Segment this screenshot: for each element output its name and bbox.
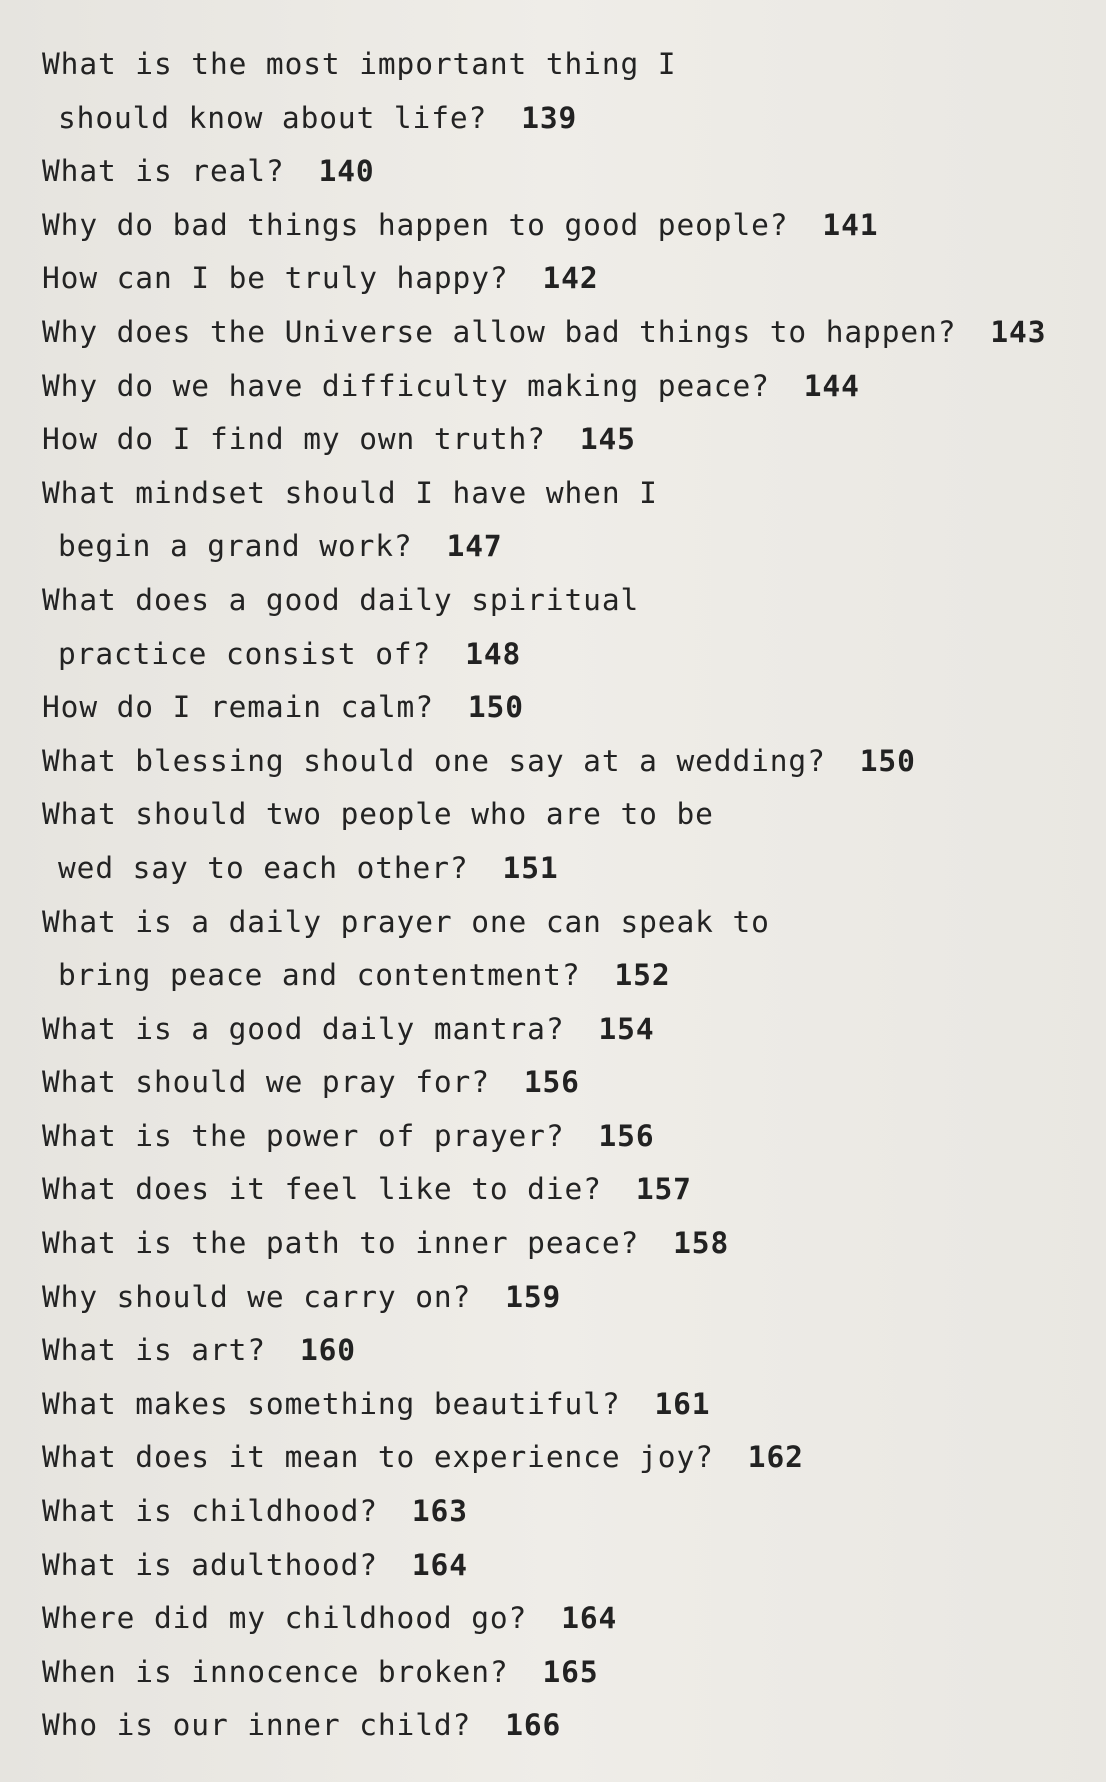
toc-page-number: 164 (561, 1601, 618, 1636)
toc-entry-question: begin a grand work? (58, 529, 413, 564)
toc-entry (42, 1217, 1046, 1271)
toc-entry (42, 1324, 1046, 1378)
toc-entry (42, 199, 1046, 253)
toc-entry-line (42, 574, 1046, 628)
toc-entry-question: practice consist of? (58, 636, 432, 671)
toc-entry (42, 1431, 1046, 1485)
toc-entry-question: What is a good daily mantra? (42, 1011, 565, 1046)
toc-entry-question: What is the most important thing I (42, 47, 677, 81)
toc-page-number: 152 (614, 958, 671, 993)
toc-page-number: 156 (523, 1065, 580, 1100)
toc-entry (42, 896, 1046, 1003)
toc-entry (42, 38, 1046, 145)
toc-entry-line (42, 1646, 1046, 1700)
toc-entry-question: bring peace and contentment? (58, 958, 581, 993)
toc-entry-line (42, 735, 1046, 789)
toc-entry-question: How can I be truly happy? (42, 261, 509, 296)
toc-entry-line (42, 1003, 1046, 1057)
toc-entry-line (42, 1271, 1046, 1325)
table-of-contents (42, 38, 1046, 1753)
toc-entry-question: What does it feel like to die? (42, 1172, 602, 1207)
toc-entry-line (42, 681, 1046, 735)
toc-entry (42, 788, 1046, 895)
toc-entry-question: Where did my childhood go? (42, 1601, 528, 1636)
toc-entry-line (42, 360, 1046, 414)
toc-entry-question: What should two people who are to be (42, 797, 714, 832)
toc-entry (42, 252, 1046, 306)
toc-page-number: 150 (859, 743, 916, 778)
toc-entry-line (42, 413, 1046, 467)
toc-entry (42, 360, 1046, 414)
toc-entry (42, 1485, 1046, 1539)
toc-entry-line (42, 1163, 1046, 1217)
toc-page-number: 166 (505, 1708, 562, 1743)
toc-entry-question: How do I remain calm? (42, 690, 434, 725)
toc-entry-line (42, 1485, 1046, 1539)
toc-page-number: 163 (411, 1494, 468, 1529)
toc-entry-line (42, 1110, 1046, 1164)
toc-entry-line (42, 1539, 1046, 1593)
toc-entry-question: What makes something beautiful? (42, 1386, 621, 1421)
toc-entry-continuation (42, 842, 1046, 896)
toc-page-number: 162 (747, 1440, 804, 1475)
toc-entry-line (42, 1431, 1046, 1485)
toc-entry-line (42, 1056, 1046, 1110)
toc-page-number: 143 (990, 314, 1047, 349)
toc-entry-question: What is adulthood? (42, 1547, 378, 1582)
toc-entry (42, 574, 1046, 681)
toc-entry-question: What blessing should one say at a wedding? (42, 743, 826, 778)
toc-entry-line (42, 252, 1046, 306)
toc-page-number: 157 (635, 1172, 692, 1207)
toc-entry-question: What is the path to inner peace? (42, 1226, 640, 1261)
toc-entry (42, 1699, 1046, 1753)
toc-entry (42, 145, 1046, 199)
toc-page-number: 156 (598, 1118, 655, 1153)
toc-entry-line (42, 38, 1046, 92)
toc-entry-continuation (42, 949, 1046, 1003)
toc-page-number: 160 (299, 1333, 356, 1368)
toc-entry-line (42, 467, 1046, 521)
toc-entry-continuation (42, 628, 1046, 682)
toc-entry-question: When is innocence broken? (42, 1654, 509, 1689)
toc-page-number: 145 (579, 422, 636, 457)
toc-entry-line (42, 788, 1046, 842)
toc-entry-question: What does it mean to experience joy? (42, 1440, 714, 1475)
toc-page-number: 140 (318, 154, 375, 189)
toc-entry (42, 1163, 1046, 1217)
toc-entry-continuation (42, 520, 1046, 574)
toc-page-number: 151 (502, 850, 559, 885)
toc-entry-line (42, 1699, 1046, 1753)
toc-entry-question: Why do bad things happen to good people? (42, 207, 789, 242)
toc-entry (42, 1110, 1046, 1164)
toc-page-number: 150 (467, 690, 524, 725)
toc-page-number: 165 (542, 1654, 599, 1689)
toc-entry (42, 1056, 1046, 1110)
toc-entry-line (42, 306, 1046, 360)
toc-page-number: 159 (505, 1279, 562, 1314)
toc-entry-question: What is the power of prayer? (42, 1118, 565, 1153)
toc-entry (42, 681, 1046, 735)
toc-entry-question: What is art? (42, 1333, 266, 1368)
toc-entry (42, 1271, 1046, 1325)
toc-entry (42, 735, 1046, 789)
toc-entry (42, 1592, 1046, 1646)
toc-entry-line (42, 1324, 1046, 1378)
toc-entry (42, 1003, 1046, 1057)
toc-entry-question: What does a good daily spiritual (42, 582, 640, 617)
toc-entry (42, 467, 1046, 574)
toc-entry-line (42, 1378, 1046, 1432)
toc-page-number: 158 (673, 1226, 730, 1261)
toc-page-number: 161 (654, 1386, 711, 1421)
toc-entry-question: How do I find my own truth? (42, 422, 546, 457)
toc-page-number: 142 (542, 261, 599, 296)
toc-entry-line (42, 145, 1046, 199)
toc-entry-question: What is childhood? (42, 1494, 378, 1529)
toc-entry (42, 1378, 1046, 1432)
toc-entry-question: What is a daily prayer one can speak to (42, 904, 770, 939)
toc-page-number: 154 (598, 1011, 655, 1046)
toc-page-number: 164 (411, 1547, 468, 1582)
toc-entry (42, 306, 1046, 360)
toc-entry (42, 1539, 1046, 1593)
toc-entry-question: should know about life? (58, 100, 488, 135)
toc-entry-line (42, 199, 1046, 253)
toc-entry-question: Why should we carry on? (42, 1279, 472, 1314)
toc-page-number: 147 (446, 529, 503, 564)
toc-entry (42, 413, 1046, 467)
toc-entry (42, 1646, 1046, 1700)
toc-entry-question: Who is our inner child? (42, 1708, 472, 1743)
toc-page-number: 141 (822, 207, 879, 242)
toc-entry-continuation (42, 92, 1046, 146)
toc-entry-line (42, 896, 1046, 950)
toc-entry-question: What is real? (42, 154, 285, 189)
toc-entry-question: Why does the Universe allow bad things to happen? (42, 314, 957, 349)
toc-page-number: 148 (465, 636, 522, 671)
toc-entry-question: What mindset should I have when I (42, 475, 658, 510)
toc-entry-line (42, 1592, 1046, 1646)
toc-entry-question: Why do we have difficulty making peace? (42, 368, 770, 403)
toc-entry-question: What should we pray for? (42, 1065, 490, 1100)
toc-entry-line (42, 1217, 1046, 1271)
toc-page-number: 144 (803, 368, 860, 403)
toc-page-number: 139 (521, 100, 578, 135)
toc-entry-question: wed say to each other? (58, 850, 469, 885)
